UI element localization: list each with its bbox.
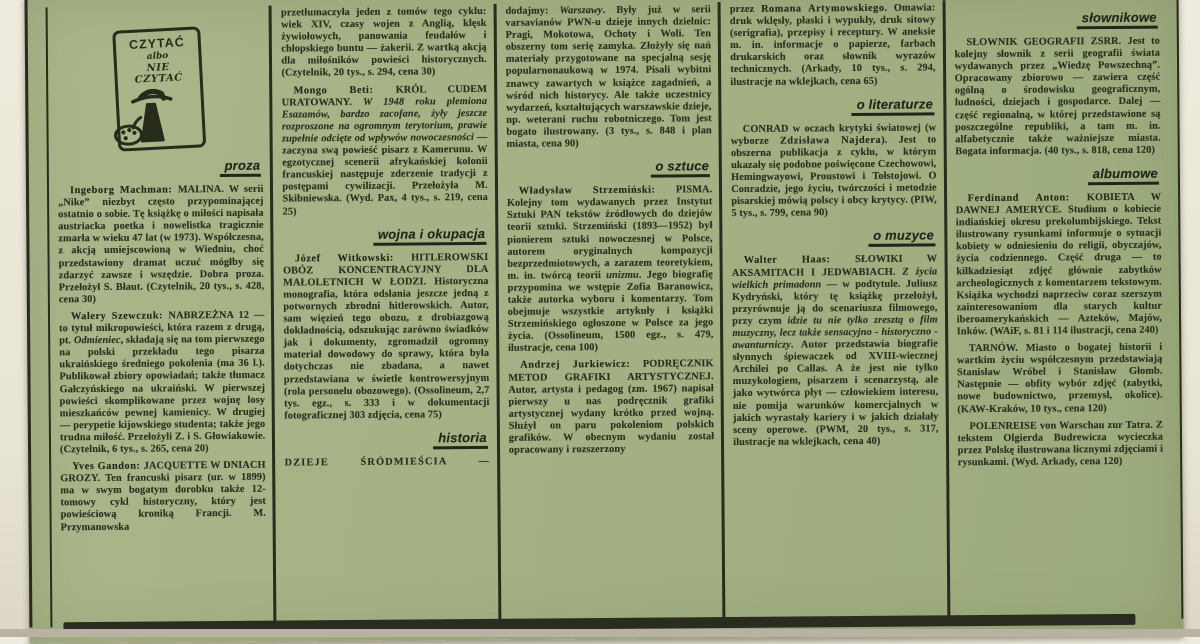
article-hitlerowski-oboz: Józef Witkowski: HITLEROWSKI OBÓZ KONCENTRACYJNY DLA MAŁOLETNICH W ŁODZI. Historyczna monografia, która odsłania jeszcze jedną z potwornych zbrodni hitlerowskich. Autor, sam więzień tego obozu, z drobiazgową dokładnością, odszukując zarówno świadków jak i dokumenty, zgromadził ogromny materiał dowodowy do sprawy, która była dotychczas nie zbadana, a nawet przedstawiana w świetle kontrowersyjnym (rola personelu obozowego). (Ossolineum, 2,7 tys. egz., s. 333 i w dokumentacji fotograficznej 303 zdjęcia, cena 75) [283, 251, 490, 422]
article-dzieje-srodmiescia: DZIEJE ŚRÓDMIEŚCIA — [284, 455, 491, 469]
article-jacquette: Yves Gandon: JACQUETTE W DNIACH GROZY. Ten francuski pisarz (ur. w 1899) ma w swym bogatym dorobku także 12-tomowy cykl historyczny, który jest powieściową kroniką Francji. M. Przymanowska [60, 459, 266, 533]
section-header-o-literaturze-label: o literaturze [852, 96, 934, 116]
section-header-historia-label: historia [433, 430, 488, 449]
section-header-o-muzyce-label: o muzyce [868, 228, 935, 248]
section-header-slownikowe-label: słownikowe [1077, 10, 1158, 30]
section-header-albumowe [955, 166, 1159, 187]
reader-figure-icon [110, 85, 191, 147]
section-header-slownikowe [954, 10, 1158, 31]
article-pisma: Władysław Strzemiński: PISMA. Kolejny tom wydawanych przez Instytut Sztuki PAN tekstów źródłowych do dziejów teorii sztuki. Strzemiński (1893—1952) był pionierem sztuki nowoczesnej w Polsce, autorem oryginalnych kompozycji bezprzedmiotowych, a zarazem teoretykiem, m. in. twórcą teorii unizmu. Jego biografię przypomina we wstępie Zofia Baranowicz, także autorka wyboru i komentarzy. Tom obejmuje wszystkie artykuły i książki Strzemińskiego ogłoszone w Polsce za jego życia. (Ossolineum, 1500 egz., s. 479, ilustracje, cena 100) [506, 184, 714, 355]
article-podrecznik-grafiki-continuation: przez Romana Artymowskiego. Omawia: druk wklęsły, płaski i wypukły, druk sitowy (serigrafia), przepisy i receptury. W aneksie m. in. informacje o papierze, farbach drukarskich oraz słownik wyrazów technicznych. (Arkady, 10 tys., s. 294, ilustracje na wklejkach, cena 65) [729, 2, 936, 88]
article-dzieje-srodmiescia-continuation: dodajmy: Warszawy. Były już w serii varsavianów PWN-u dzieje innych dzielnic: Pragi, Mokotowa, Ochoty i Woli. Ten obszerny tom serię zamyka. Złożyły się nań materiały przygotowane na specjalną sesję popularnonaukową w 1974. Pisali wybitni znawcy zawartych w książce zagadnień, a wśród nich historycy. Ale także uczestnicy wydarzeń, kształtujących warszawskie dzieje, np. weterani ruchu robotniczego. Tom jest bogato ilustrowany. (3 tys., s. 848 i plan miasta, cena 90) [505, 4, 712, 150]
stamp-box [112, 26, 206, 151]
scan-edge [0, 629, 1200, 637]
article-kobieta-w-dawnej-ameryce: Ferdinand Anton: KOBIETA W DAWNEJ AMERYCE. Studium o kobiecie indiańskiej okresu prekolumbijskiego. Tekst ilustrowany rysunkami informuje o sytuacji kobiety w odniesieniu do religii, obyczajów, życia codziennego. Część druga — to kilkadziesiąt zdjęć głównie zabytków archeologicznych z komentarzem tekstowym. Książka wychodzi naprzeciw coraz szerszym zainteresowaniom dla starych kultur iberoamerykańskich — Azteków, Majów, Inków. (WAiF, s. 81 i 114 ilustracji, cena 240) [955, 191, 1163, 338]
review-columns [24, 0, 1183, 628]
section-header-proza-label: proza [219, 158, 261, 177]
section-header-wojna-i-okupacja-label: wojna i okupacja [373, 226, 486, 246]
article-slowiki: Walter Haas: SŁOWIKI W AKSAMITACH I JEDWABIACH. Z życia wielkich primadonn — w podtytule. Juliusz Kydryński, który tę książkę przełożył, przyrównuje ją do scenariusza filmowego, przy czym idzie tu nie tylko zresztą o film muzyczny, lecz także sensacyjno - historyczno - awanturniczy. Autor przedstawia biografie słynnych śpiewaczek od XVIII-wiecznej Archilei po Callas. A że jest nie tylko muzykologiem, pisarzem i scenarzystą, ale jako wytwórca płyt — człowiekiem interesu, nie pomija warunków komercjalnych w jakich wyrastały kariery i w jakich działały sceny operowe. (PWM, 20 tys., s. 317, ilustracje na wklejkach, cena 40) [731, 253, 939, 448]
article-jacquette-continuation: przetłumaczyła jeden z tomów tego cyklu: wiek XIV, czasy wojen z Anglią, klęsk żywiołowych, panowania feudałów i chłopskiego buntu — żakerii. Z wartką akcją dla miłośników powieści historycznych. (Czytelnik, 20 tys., s. 294, cena 30) [280, 5, 487, 79]
section-header-o-sztuce [507, 158, 711, 179]
article-podrecznik-grafiki: Andrzej Jurkiewicz: PODRĘCZNIK METOD GRAFIKI ARTYSTYCZNEJ. Autor, artysta i pedagog (zm. 1967) napisał pierwszy u nas podręcznik grafiki artystycznej wydany krótko przed wojną. Służył on paru pokoleniom polskich grafików. W obecnym wydaniu został opracowany i rozszerzony [508, 358, 715, 456]
section-header-proza [58, 158, 262, 179]
article-tarnow: TARNÓW. Miasto o bogatej historii i wartkim życiu współczesnym przedstawiają Stanisław Wróbel i Stanisław Głomb. Następnie — obfity wybór zdjęć (zabytki, nowe budownictwo, przemysł, okolice). (KAW-Kraków, 10 tys., cena 120) [956, 341, 1163, 415]
article-polenreise: POLENREISE von Warschau zur Tatra. Z tekstem Olgierda Budrewicza wycieczka przez Polskę ilustrowana licznymi zdjęciami i rysunkami. (Wyd. Arkady, cena 120) [957, 419, 1164, 469]
column-4 [718, 0, 947, 622]
scanned-newspaper-page [24, 0, 1183, 644]
section-header-o-sztuce-label: o sztuce [650, 158, 710, 177]
stamp-line-1: CZYTAĆ [128, 35, 186, 52]
section-header-o-literaturze [731, 96, 935, 117]
stamp-line-2: albo [146, 50, 169, 63]
section-header-albumowe-label: albumowe [1088, 166, 1159, 186]
section-header-historia [284, 430, 488, 451]
stamp-line-3: NIE CZYTAĆ [134, 61, 183, 86]
column-2 [269, 4, 498, 626]
column-1 [46, 6, 274, 628]
article-malina: Ingeborg Machman: MALINA. W serii „Nike” niezbyt często przypominającej ostatnio o sobie. Tę książkę o miłości napisała austriacka poetka i nowelistka tragicznie zmarła w wieku 47 lat (w 1973). Współczesna, z akcją umiejscowioną w Wiedniu, choć przedstawiony dramat uczuć mógłby się zdarzyć zawsze i wszędzie. Dobra proza. Przełożył S. Błaut. (Czytelnik, 20 tys., s. 428, cena 30) [58, 183, 265, 306]
article-conrad: CONRAD w oczach krytyki światowej (w wyborze Zdzisława Najdera). Jest to obszerna publikacja z cyklu, w którym ukazały się podobne poświęcone Czechowowi, Hemingwayowi, Proustowi i Tołstojowi. O Conradzie, jego życiu, twórczości i metodzie pisarskiej mówią polscy i obcy krytycy. (PIW, 5 tys., s. 799, cena 90) [730, 122, 937, 220]
article-slownik-geografii-zsrr: SŁOWNIK GEOGRAFII ZSRR. Jest to kolejny słownik z serii geografii świata wydawanych przez „Wiedzę Powszechną”. Opracowany zbiorowo — zawiera część ogólną o środowisku geograficznym, ludności, dziejach i gospodarce. Dalej — część regionalną, w której przedstawione są poszczególne republiki, a tam m. in. alfabetycznie także ważniejsze miasta. Bogata informacja. (40 tys., s. 818, cena 120) [954, 35, 1161, 158]
column-3 [493, 2, 722, 624]
czytac-stamp [112, 26, 206, 151]
section-header-o-muzyce [732, 228, 936, 249]
column-5 [942, 0, 1171, 620]
section-header-wojna-i-okupacja [283, 226, 487, 247]
article-krol-cudem-uratowany: Mongo Beti: KRÓL CUDEM URATOWANY. W 1948 roku plemiona Esazamów, bardzo zacofane, żyły jeszcze rozproszone na ogromnym terytorium, prawie zupełnie odcięte od wpływów nowoczesności — zaczyna swą powieść pisarz z Kamerunu. W egzotycznej scenerii afrykańskiej kolonii francuskiej następuje zderzenie tradycji z postępami cywilizacji. Przełożyła M. Skibniewska. (Wyd. Pax, 4 tys., s. 219, cena 25) [281, 83, 488, 218]
article-nabrzezna-12: Walery Szewczuk: NABRZEŻNA 12 — to tytuł mikropowieści, która razem z drugą, pt. Odmieniec, składają się na tom pierwszego na polski przekładu tego pisarza ukraińskiego średniego pokolenia (ma 36 l.). Publikował zbiory opowiadań; także tłumacz Gałczyńskiego na ukraiński. W pierwszej powieści skomplikowane przez wojnę losy mieszkańców pewnej kamienicy. W drugiej — perypetie kijowskiego studenta; także jego trudna miłość. Przełożyli Z. i S. Głowiakowie. (Czytelnik, 6 tys., s. 265, cena 20) [59, 309, 266, 456]
